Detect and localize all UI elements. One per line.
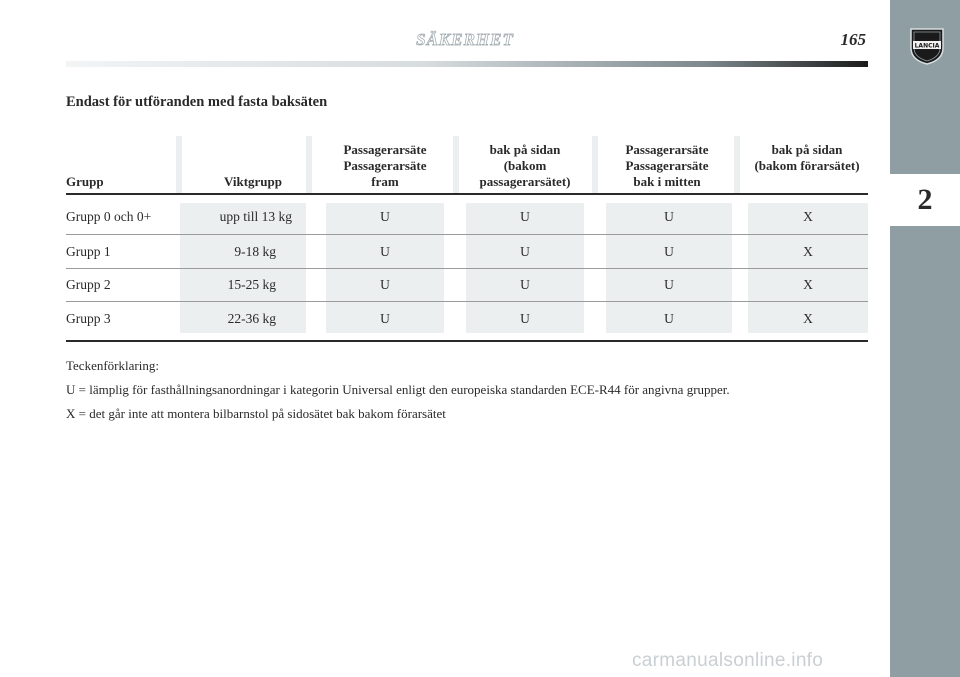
column-header-front-seat: Passagerarsäte Passagerarsäte fram (343, 142, 427, 189)
column-header-rear-middle: Passagerarsäte Passagerarsäte bak i mitten (625, 142, 709, 189)
logo-text: LANCIA (914, 42, 940, 50)
table-cell-front-seat: U (380, 277, 390, 292)
table-row-rule (66, 268, 868, 269)
table-cell-group: Grupp 2 (66, 277, 111, 292)
column-shade-header (306, 136, 312, 194)
table-cell-rear-middle: U (664, 244, 674, 259)
chapter-number: 2 (890, 174, 960, 226)
table-cell-front-seat: U (380, 209, 390, 224)
table-bottom-rule (66, 340, 868, 342)
page-number: 165 (840, 30, 866, 49)
table-cell-weight: 9-18 kg (234, 244, 276, 259)
chapter-side-tab (890, 0, 960, 677)
table-row-rule (66, 301, 868, 302)
page-heading: Endast för utföranden med fasta baksäten (66, 94, 328, 110)
table-cell-rear-side-driver: X (803, 244, 813, 259)
table-cell-group: Grupp 0 och 0+ (66, 209, 152, 224)
table-cell-rear-middle: U (664, 311, 674, 326)
table-cell-rear-side-driver: X (803, 209, 813, 224)
watermark: carmanualsonline.info (632, 650, 824, 671)
table-cell-rear-middle: U (664, 209, 674, 224)
header-rule (66, 61, 868, 67)
table-cell-rear-side-driver: X (803, 277, 813, 292)
table-cell-rear-side-passenger: U (520, 311, 530, 326)
table-cell-front-seat: U (380, 244, 390, 259)
column-header-rear-side-driver: bak på sidan (bakom förarsätet) (754, 142, 860, 173)
table-cell-group: Grupp 1 (66, 244, 111, 259)
table-row-rule (66, 234, 868, 235)
column-shade-header (592, 136, 598, 194)
legend-title: Teckenförklaring: (66, 358, 159, 373)
column-header-viktgrupp: Viktgrupp (223, 174, 282, 189)
column-header-grupp: Grupp (66, 174, 104, 189)
section-title: SÄKERHET (416, 30, 514, 49)
table-cell-rear-side-passenger: U (520, 277, 530, 292)
legend-x: X = det går inte att montera bilbarnstol på sidosätet bak bakom förarsätet (66, 406, 446, 421)
table-cell-weight: 22-36 kg (227, 311, 276, 326)
table-cell-rear-side-driver: X (803, 311, 813, 326)
column-shade-header (453, 136, 459, 194)
table-cell-group: Grupp 3 (66, 311, 111, 326)
lancia-logo-icon (909, 26, 945, 66)
table-cell-rear-side-passenger: U (520, 244, 530, 259)
table-cell-rear-middle: U (664, 277, 674, 292)
legend-u: U = lämplig för fasthållningsanordningar i kategorin Universal enligt den europeiska standarden ECE-R44 för angivna grupper. (66, 382, 730, 397)
table-cell-weight: 15-25 kg (227, 277, 276, 292)
table-cell-front-seat: U (380, 311, 390, 326)
column-header-rear-side-passenger: bak på sidan (bakom passagerarsätet) (479, 142, 571, 189)
table-header-rule (66, 193, 868, 195)
table-cell-rear-side-passenger: U (520, 209, 530, 224)
table-cell-weight: upp till 13 kg (219, 209, 292, 224)
